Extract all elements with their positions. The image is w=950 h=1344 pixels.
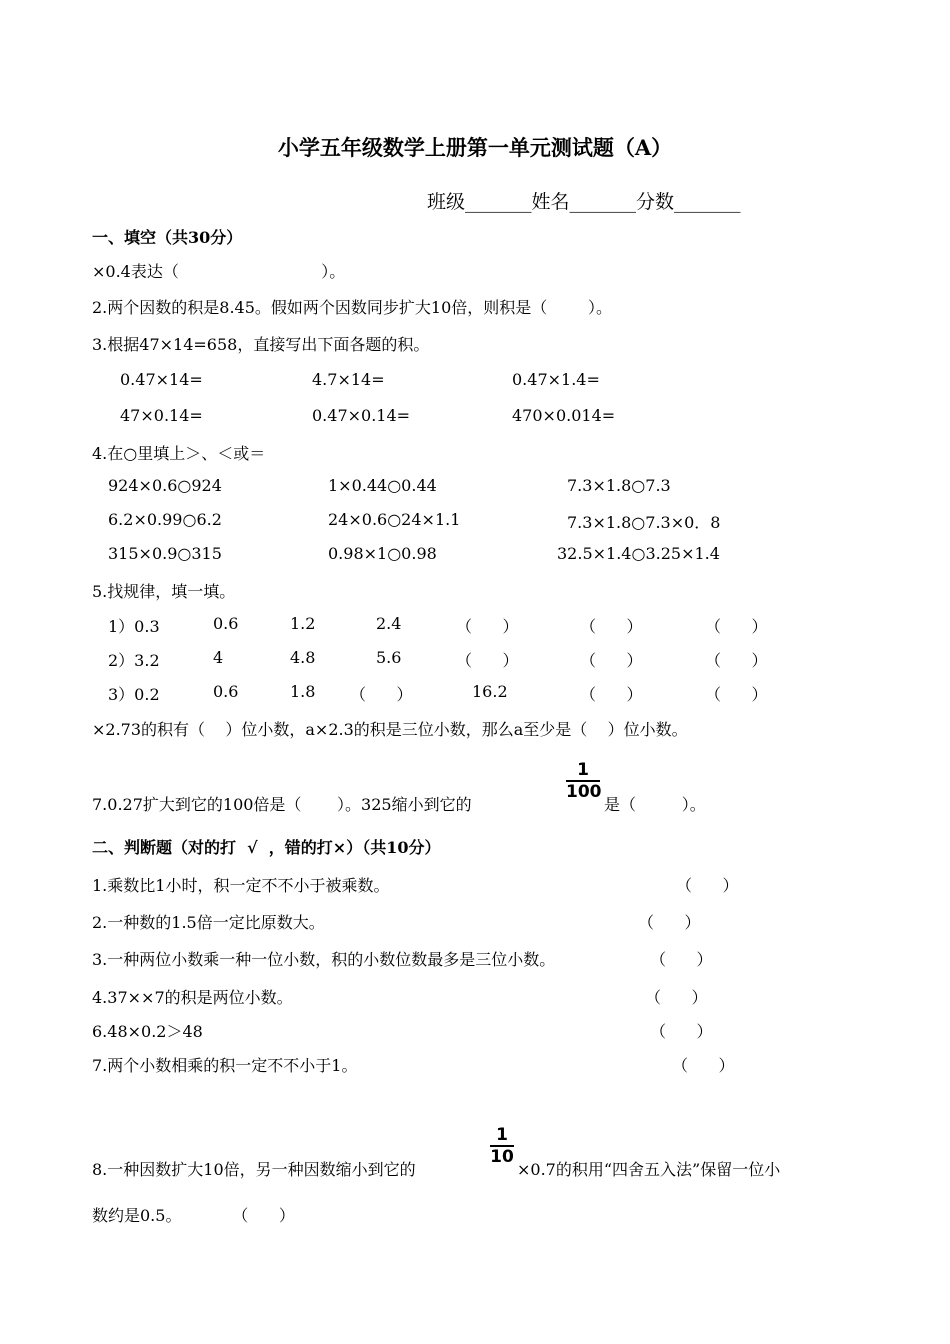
q5-cell: 2）3.2 — [108, 651, 160, 670]
question-1: ×0.4表达（ ）。 — [92, 262, 346, 281]
question-8-part-b: ×0.7的积用“四舍五入法”保留一位小 — [517, 1160, 781, 1179]
q4-item: 6.2×0.99○6.2 — [108, 510, 222, 529]
q5-cell: 0.6 — [213, 682, 239, 701]
q5-cell: 4.8 — [290, 648, 316, 667]
q5-cell: （ ） — [705, 685, 768, 704]
q5-cell: 2.4 — [376, 614, 402, 633]
fraction-numerator: 1 — [577, 760, 589, 780]
q4-item: 315×0.9○315 — [108, 544, 222, 563]
judge-item: 6.48×0.2＞48 — [92, 1022, 203, 1041]
student-info-line: 班级_______姓名_______分数_______ — [427, 191, 741, 213]
question-4: 4.在○里填上＞、＜或＝ — [92, 444, 266, 463]
q5-cell: （ ） — [580, 651, 643, 670]
q3-item: 4.7×14= — [312, 370, 385, 389]
fraction-numerator: 1 — [496, 1125, 508, 1145]
q3-item: 0.47×0.14= — [312, 406, 411, 425]
q3-item: 47×0.14= — [120, 406, 203, 425]
q5-cell: 4 — [213, 648, 224, 667]
judge-answer-paren: （ ） — [638, 913, 701, 932]
q4-item: 924×0.6○924 — [108, 476, 222, 495]
fraction-denominator: 100 — [566, 782, 602, 802]
section1-heading: 一、填空（共30分） — [92, 228, 243, 247]
q5-cell: （ ） — [580, 617, 643, 636]
question-5: 5.找规律，填一填。 — [92, 582, 236, 601]
question-7-part-a: 7.0.27扩大到它的100倍是（ ）。325缩小到它的 — [92, 795, 472, 814]
section2-heading: 二、判断题（对的打 √ ，错的打×）（共10分） — [92, 838, 441, 857]
q4-item: 7.3×1.8○7.3×0．8 — [567, 513, 721, 532]
q5-cell: （ ） — [456, 617, 519, 636]
question-3: 3.根据47×14=658，直接写出下面各题的积。 — [92, 335, 430, 354]
q5-cell: （ ） — [580, 685, 643, 704]
q4-item: 24×0.6○24×1.1 — [328, 510, 461, 529]
judge-item: 4.37××7的积是两位小数。 — [92, 988, 293, 1007]
fraction-denominator: 10 — [490, 1147, 514, 1167]
q5-cell: （ ） — [705, 651, 768, 670]
judge-item: 7.两个小数相乘的积一定不不小于1。 — [92, 1056, 358, 1075]
q5-cell: （ ） — [456, 651, 519, 670]
q4-item: 7.3×1.8○7.3 — [567, 476, 671, 495]
judge-answer-paren: （ ） — [676, 876, 739, 895]
q3-item: 470×0.014= — [512, 406, 616, 425]
judge-item: 3.一种两位小数乘一种一位小数，积的小数位数最多是三位小数。 — [92, 950, 556, 969]
judge-answer-paren: （ ） — [650, 950, 713, 969]
q5-cell: 0.6 — [213, 614, 239, 633]
q4-item: 1×0.44○0.44 — [328, 476, 437, 495]
fraction-one-tenth — [490, 1126, 514, 1166]
q5-cell: 16.2 — [472, 682, 508, 701]
q5-cell: 1）0.3 — [108, 617, 160, 636]
judge-answer-paren: （ ） — [650, 1022, 713, 1041]
question-7-part-b: 是（ ）。 — [604, 795, 706, 814]
q4-item: 0.98×1○0.98 — [328, 544, 437, 563]
q5-cell: 5.6 — [376, 648, 402, 667]
question-2: 2.两个因数的积是8.45。假如两个因数同步扩大10倍，则积是（ ）。 — [92, 298, 612, 317]
question-6: ×2.73的积有（ ）位小数，a×2.3的积是三位小数，那么a至少是（ ）位小数。 — [92, 720, 688, 739]
q3-item: 0.47×14= — [120, 370, 203, 389]
q4-item: 32.5×1.4○3.25×1.4 — [557, 544, 720, 563]
question-8-part-c: 数约是0.5。 （ ） — [92, 1206, 295, 1225]
q5-cell: （ ） — [350, 685, 413, 704]
q5-cell: （ ） — [705, 617, 768, 636]
judge-item: 2.一种数的1.5倍一定比原数大。 — [92, 913, 325, 932]
q5-cell: 1.2 — [290, 614, 316, 633]
q5-cell: 3）0.2 — [108, 685, 160, 704]
page-title: 小学五年级数学上册第一单元测试题（A） — [277, 135, 673, 160]
judge-answer-paren: （ ） — [645, 988, 708, 1007]
q3-item: 0.47×1.4= — [512, 370, 600, 389]
judge-item: 1.乘数比1小时，积一定不不小于被乘数。 — [92, 876, 390, 895]
fraction-one-hundredth — [566, 761, 600, 801]
judge-answer-paren: （ ） — [672, 1056, 735, 1075]
q5-cell: 1.8 — [290, 682, 316, 701]
question-8-part-a: 8.一种因数扩大10倍，另一种因数缩小到它的 — [92, 1160, 416, 1179]
